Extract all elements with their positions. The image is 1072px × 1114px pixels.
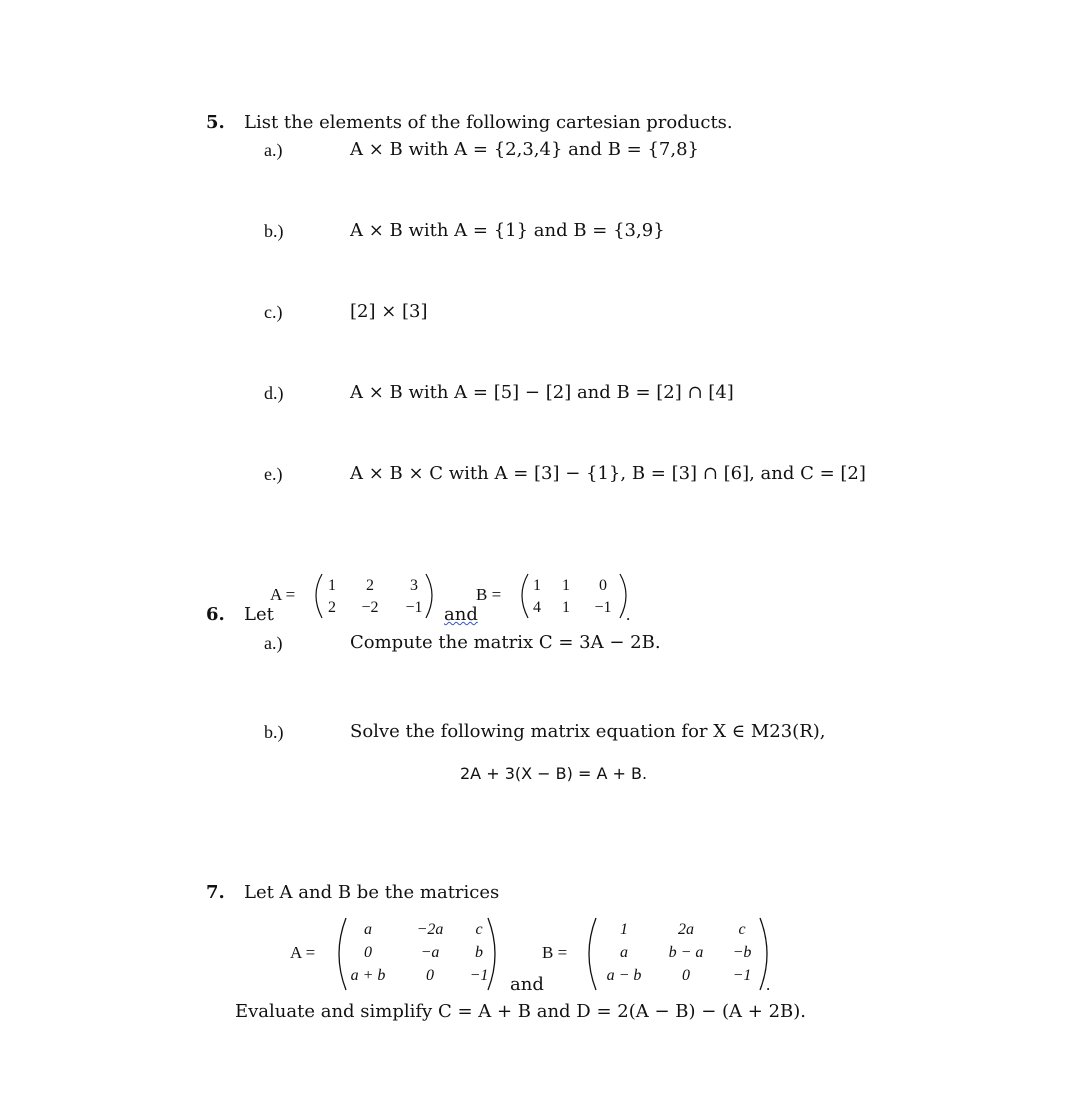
q6b-text: Solve the following matrix equation for X ∈ M23(R), <box>350 721 826 742</box>
q5e-label: e.) <box>264 464 283 484</box>
q6-period: . <box>626 605 631 624</box>
q6-equation: 2A + 3(X − B) = A + B. <box>460 764 648 783</box>
q6-a-cell: 2 <box>328 599 336 616</box>
q7-b-label: B = <box>542 943 568 962</box>
q5c-label: c.) <box>264 302 283 322</box>
q6-let: Let <box>244 604 274 625</box>
q7-a-cell: b <box>475 944 483 961</box>
q7-b-cell: a <box>620 944 628 961</box>
q7-period: . <box>766 975 771 994</box>
q7-b-cell: a − b <box>606 967 642 984</box>
q6-b-left-paren <box>522 574 528 618</box>
q7-b-cell: −b <box>732 944 752 961</box>
q5b-label: b.) <box>264 221 284 241</box>
q7-a-cell: a + b <box>350 967 386 984</box>
q6-a-cell: 2 <box>366 577 374 594</box>
q6-b-cell: 4 <box>533 599 541 616</box>
q6-number: 6. <box>206 604 225 625</box>
q7-a-cell: 0 <box>426 967 434 984</box>
q5e-text: A × B × C with A = [3] − {1}, B = [3] ∩ [6], and C = [2] <box>350 463 866 484</box>
q6-and: and <box>444 604 478 625</box>
q7-a-cell: −2a <box>416 921 444 938</box>
q7-a-cell: 0 <box>364 944 372 961</box>
q5b-text: A × B with A = {1} and B = {3,9} <box>350 220 665 241</box>
q5c-text: [2] × [3] <box>350 301 428 322</box>
q6-a-right-paren <box>426 574 432 618</box>
q7-b-left-paren <box>589 918 596 990</box>
q7-b-cell: b − a <box>668 944 704 961</box>
q6-a-label: A = <box>270 585 296 604</box>
q6-a-left-paren <box>316 574 322 618</box>
q6-b-cell: 1 <box>533 577 541 594</box>
q6a-label: a.) <box>264 633 283 653</box>
q7-a-cell: c <box>475 921 483 938</box>
q6b-label: b.) <box>264 722 284 742</box>
q6-b-cell: 0 <box>599 577 607 594</box>
q7-a-label: A = <box>290 943 316 962</box>
q7-a-cell: a <box>364 921 372 938</box>
q7-and: and <box>510 974 544 995</box>
q5a-text: A × B with A = {2,3,4} and B = {7,8} <box>350 139 699 160</box>
q5-prompt: List the elements of the following cartesian products. <box>244 112 733 133</box>
q7-a-left-paren <box>339 918 346 990</box>
q6-a-cell: 1 <box>328 577 336 594</box>
q7-b-cell: −1 <box>732 967 752 984</box>
q7-footer: Evaluate and simplify C = A + B and D = 2(A − B) − (A + 2B). <box>235 1001 806 1022</box>
q6a-text: Compute the matrix C = 3A − 2B. <box>350 632 661 653</box>
q6-a-cell: 3 <box>410 577 418 594</box>
q7-b-cell: 0 <box>682 967 690 984</box>
q7-a-cell: −a <box>420 944 440 961</box>
q7-prompt: Let A and B be the matrices <box>244 882 500 903</box>
q7-b-cell: 2a <box>678 921 694 938</box>
q6-b-cell: −1 <box>594 599 612 616</box>
q5d-label: d.) <box>264 383 284 403</box>
q7-a-right-paren <box>488 918 495 990</box>
q6-b-cell: 1 <box>562 599 570 616</box>
q6-a-cell: −2 <box>361 599 379 616</box>
q6-b-cell: 1 <box>562 577 570 594</box>
q6-a-cell: −1 <box>405 599 423 616</box>
q5a-label: a.) <box>264 140 283 160</box>
q5-number: 5. <box>206 112 225 133</box>
q6-b-label: B = <box>476 585 502 604</box>
q7-a-cell: −1 <box>469 967 489 984</box>
q7-b-cell: c <box>738 921 746 938</box>
q5d-text: A × B with A = [5] − [2] and B = [2] ∩ [4] <box>350 382 734 403</box>
q7-number: 7. <box>206 882 225 903</box>
q7-b-cell: 1 <box>620 921 628 938</box>
